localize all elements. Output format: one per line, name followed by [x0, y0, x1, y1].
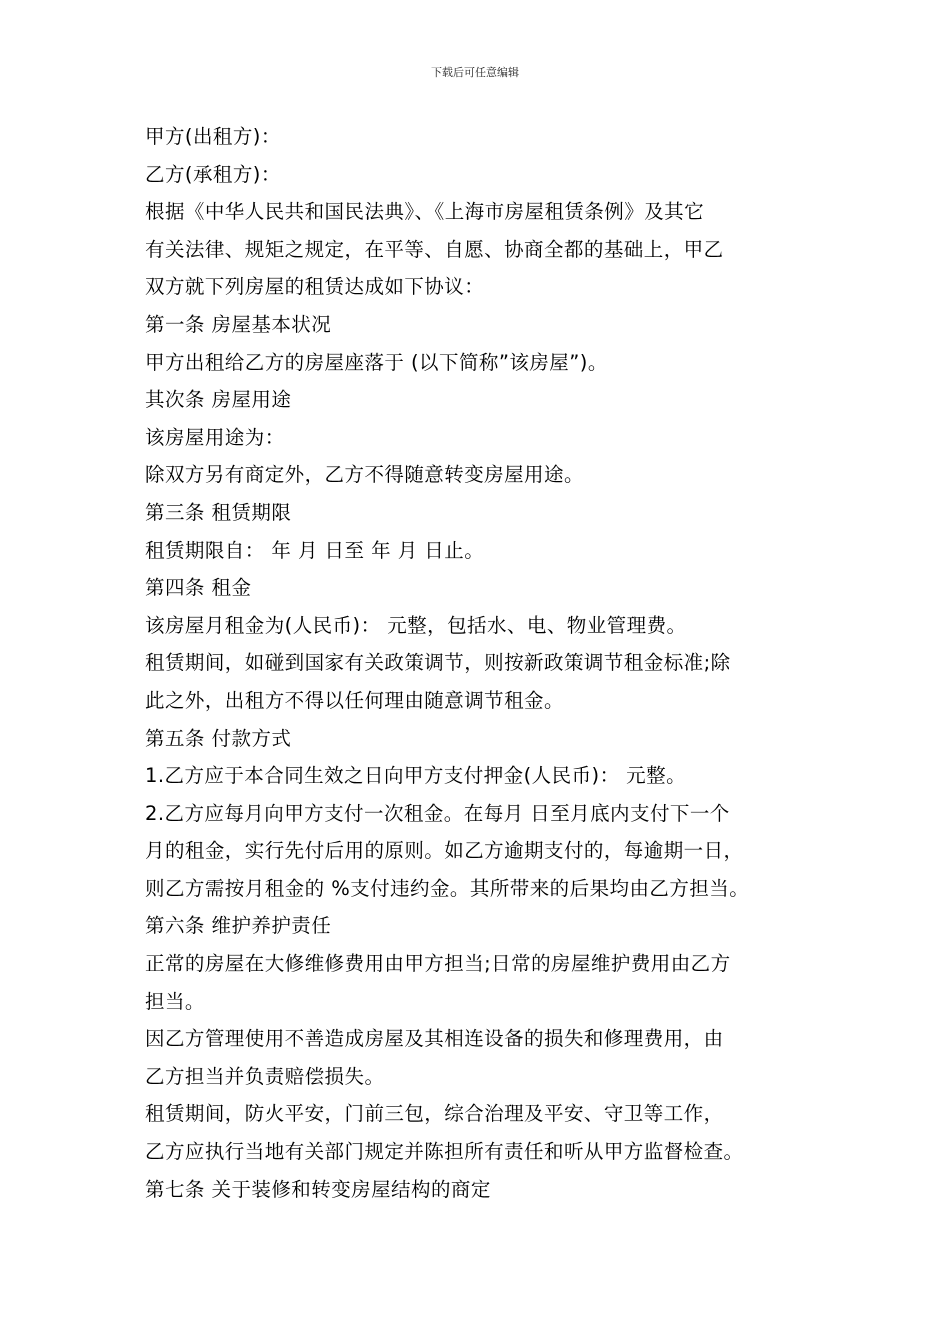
- party-a-line: 甲方(出租方)：: [145, 125, 281, 148]
- article-6-text: 正常的房屋在大修维修费用由甲方担当;日常的房屋维护费用由乙方: [145, 952, 731, 976]
- article-6-text: 因乙方管理使用不善造成房屋及其相连设备的损失和修理费用，由: [145, 1027, 724, 1051]
- article-4-text: 该房屋月租金为(人民币)： 元整，包括水、电、物业管理费。: [145, 613, 687, 637]
- article-6-text: 租赁期间，防火平安，门前三包，综合治理及平安、守卫等工作，: [145, 1102, 724, 1126]
- article-3-text: 租赁期限自： 年 月 日至 年 月 日止。: [145, 538, 485, 562]
- party-b-line: 乙方(承租方)：: [145, 162, 281, 186]
- document-body: [145, 118, 825, 1208]
- preamble-line: 根据《中华人民共和国民法典》、《上海市房屋租赁条例》及其它: [145, 200, 705, 224]
- article-3-heading: 第三条 租赁期限: [145, 500, 292, 524]
- article-6-text: 乙方应执行当地有关部门规定并陈担所有责任和听从甲方监督检查。: [145, 1140, 744, 1164]
- article-5-text: 月的租金，实行先付后用的原则。如乙方逾期支付的，每逾期一日，: [145, 839, 744, 863]
- article-6-heading: 第六条 维护养护责任: [145, 914, 332, 938]
- article-4-heading: 第四条 租金: [145, 576, 252, 600]
- article-4-text: 此之外，出租方不得以任何理由随意调节租金。: [145, 688, 564, 712]
- page-header: 下载后可任意编辑: [431, 66, 519, 79]
- preamble-line: 有关法律、规矩之规定，在平等、自愿、协商全都的基础上，甲乙: [145, 237, 724, 261]
- article-6-text: 乙方担当并负责赔偿损失。: [145, 1064, 385, 1088]
- article-1-heading: 第一条 房屋基本状况: [145, 312, 332, 336]
- article-2-text: 除双方另有商定外，乙方不得随意转变房屋用途。: [145, 463, 584, 487]
- article-5-text: 2.乙方应每月向甲方支付一次租金。在每月 日至月底内支付下一个: [145, 801, 730, 825]
- article-5-text: 则乙方需按月租金的 %支付违约金。其所带来的后果均由乙方担当。: [145, 876, 750, 900]
- article-4-text: 租赁期间，如碰到国家有关政策调节，则按新政策调节租金标准;除: [145, 651, 731, 675]
- article-2-heading: 其次条 房屋用途: [145, 388, 292, 412]
- article-2-text: 该房屋用途为：: [145, 425, 285, 449]
- preamble-line: 双方就下列房屋的租赁达成如下协议：: [145, 275, 485, 299]
- article-1-text: 甲方出租给乙方的房屋座落于 (以下简称”该房屋”)。: [145, 350, 608, 374]
- article-6-text: 担当。: [145, 989, 205, 1013]
- article-7-heading: 第七条 关于装修和转变房屋结构的商定: [145, 1177, 491, 1201]
- article-5-heading: 第五条 付款方式: [145, 726, 292, 750]
- article-5-text: 1.乙方应于本合同生效之日向甲方支付押金(人民币)： 元整。: [145, 764, 687, 788]
